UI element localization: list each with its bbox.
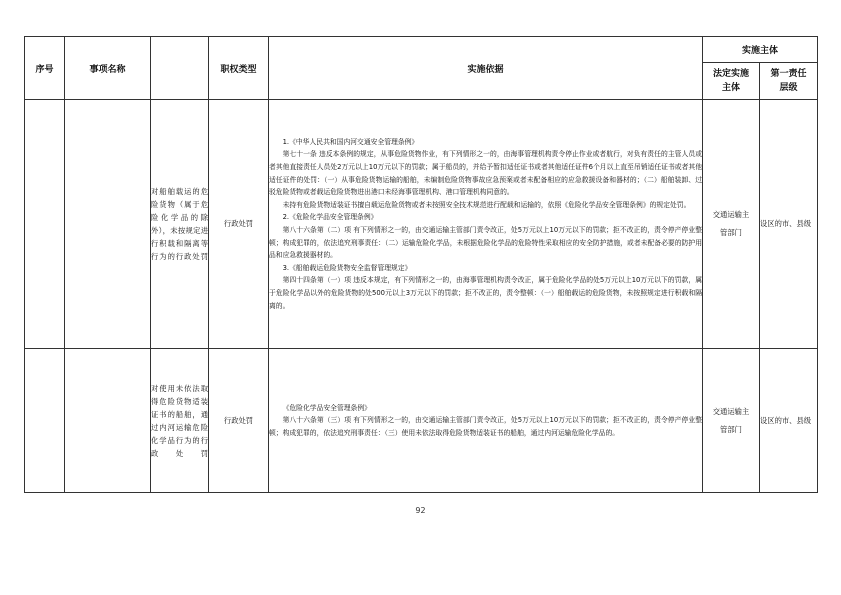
basis-paragraph: 1.《中华人民共和国内河交通安全管理条例》 [282, 137, 419, 146]
basis-paragraph: 第四十四条第（一）项 违反本规定，有下列情形之一的，由海事管理机构责令改正，属于危险化学品的处5万元以上10万元以下的罚款，属于危险化学品以外的危险货物的处500元以上3万元以下的罚款；拒不改正的，责令整顿：（一）船舶载运的危险货物，未按照规定进行积载和隔离的。 [269, 276, 702, 310]
row-power-type: 行政处罚 [209, 100, 269, 349]
header-legal-subject: 法定实施主体 [703, 63, 760, 100]
row-first-level: 设区的市、县级 [760, 100, 818, 349]
row-spacer-cell [65, 100, 151, 349]
row-legal-subject: 交通运输主管部门 [703, 349, 760, 493]
row-legal-subject: 交通运输主管部门 [703, 100, 760, 349]
header-seq: 序号 [25, 37, 65, 100]
row-seq [25, 100, 65, 349]
basis-paragraph: 《危险化学品安全管理条例》 [282, 403, 371, 412]
header-blank [151, 37, 209, 100]
row-basis [269, 349, 703, 493]
basis-paragraph: 第七十一条 违反本条例的规定，从事危险货物作业，有下列情形之一的，由海事管理机构责令停止作业或者航行，对负有责任的主管人员或者其他直接责任人员处2万元以上10万元以下的罚款；属于船员的，并给予暂扣适任证书或者其他适任证件6个月以上直至吊销适任证书或者其他适任证件的处罚：（一）从事危险货物运输的船舶，未编制危险货物事故应急预案或者未配备相应的应急救援设备和器材的；（二）船舶装卸、过驳危险货物或者载运危险货物进出港口未经海事管理机构、港口管理机构同意的。 [269, 150, 702, 197]
basis-paragraph: 未持有危险货物适装证书擅自载运危险货物或者未按照安全技术规范进行配载和运输的，依照《危险化学品安全管理条例》的规定处罚。 [282, 200, 691, 209]
header-first-level: 第一责任层级 [760, 63, 818, 100]
row-basis [269, 100, 703, 349]
row-item-name: 对使用未依法取得危险货物适装证书的船舶，通过内河运输危险化学品行为的行政处罚 [151, 349, 209, 493]
row-spacer-cell [65, 349, 151, 493]
basis-paragraph: 第八十六条第（二）项 有下列情形之一的，由交通运输主管部门责令改正，处5万元以上10万元以下的罚款；拒不改正的，责令停产停业整顿；构成犯罪的，依法追究刑事责任：（二）运输危险化学品，未根据危险化学品的危险特性采取相应的安全防护措施，或者未配备必要的防护用品和应急救援器材的。 [269, 226, 702, 260]
page-number: 92 [415, 506, 426, 515]
header-row-top [25, 37, 818, 63]
basis-paragraph: 2.《危险化学品安全管理条例》 [282, 213, 378, 222]
header-basis: 实施依据 [269, 37, 703, 100]
header-subject: 实施主体 [703, 37, 818, 63]
row-item-name: 对船舶载运的危险货物（属于危险化学品的除外），未按规定进行积载和隔离等行为的行政处罚 [151, 100, 209, 349]
row-power-type: 行政处罚 [209, 349, 269, 493]
table-row [25, 349, 818, 493]
basis-paragraph: 第八十六条第（三）项 有下列情形之一的，由交通运输主管部门责令改正，处5万元以上10万元以下的罚款；拒不改正的，责令停产停业整顿；构成犯罪的，依法追究刑事责任：（三）使用未依法取得危险货物适装证书的船舶，通过内河运输危险化学品的。 [269, 416, 702, 437]
row-first-level: 设区的市、县级 [760, 349, 818, 493]
table-row [25, 100, 818, 349]
header-item-name: 事项名称 [65, 37, 151, 100]
row-seq [25, 349, 65, 493]
authority-list-table [24, 36, 818, 493]
header-power-type: 职权类型 [209, 37, 269, 100]
basis-paragraph: 3.《船舶载运危险货物安全监督管理规定》 [282, 263, 412, 272]
